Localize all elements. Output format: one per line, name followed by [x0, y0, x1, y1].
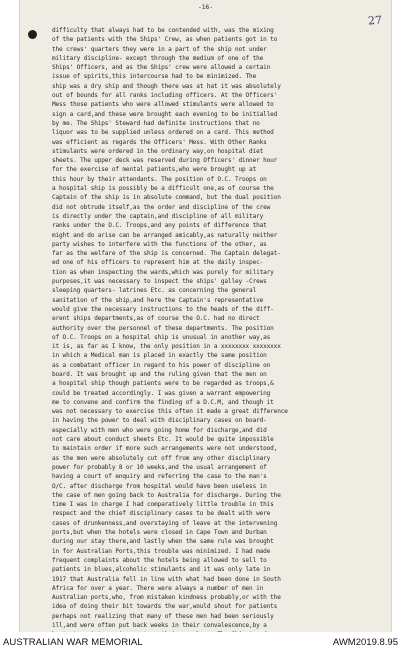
text-line: military discipline- except through the medium of one of the: [52, 54, 264, 62]
text-line: it is, as far as I know, the only position in a xxxxxxxx xxxxxxxx: [52, 343, 281, 351]
text-line: in having the power to deal with disciplinary cases on board-: [52, 417, 267, 425]
text-line: Mess those patients who were allowed stimulants were allowed to: [52, 101, 274, 109]
archive-footer: [0, 632, 402, 653]
text-line: sleeping quarters- latrines Etc. as concerning the general: [52, 287, 257, 295]
document-body: [52, 26, 392, 632]
text-line: a hospital ship though patients were to be regarded as troops,&: [52, 380, 274, 388]
text-line: in for Australian Ports,this trouble was minimized. I had made: [52, 547, 271, 555]
text-line: respect and the chief disciplinary cases to be dealt with were: [52, 510, 271, 518]
text-line: sign a card,and these were brought each evening to be initialled: [52, 110, 278, 118]
text-line: Ships' Officers, and as the Ships' crew were allowed a certain: [52, 64, 271, 72]
text-line: might and do arise can be arranged amicably,as naturally neither: [52, 231, 278, 239]
text-line: frequent complaints about the hotels being allowed to sell to: [52, 556, 267, 564]
text-line: as a combatant officer in regard to his power of discipline on: [52, 361, 271, 369]
text-line: idea of doing their bit towards the war,would shout for patients: [52, 603, 278, 611]
text-line: could be treated accordingly. I was given a warrant empowering: [52, 389, 271, 397]
text-line: far as the welfare of the ship is concerned. The Captain delegat-: [52, 250, 281, 258]
text-line: sheets. The upper deck was reserved during Officers' dinner hour: [52, 157, 278, 165]
text-line: power for probably 8 or 10 weeks,and the usual arrangement of: [52, 463, 267, 471]
text-line: this hour by their attendants. The position of O.C. Troops on: [52, 175, 267, 183]
text-line: Africa for over a year. There were always a number of men in: [52, 584, 264, 592]
text-line: authority over the personnel of these departments. The position: [52, 324, 274, 332]
text-line: of O.C. Troops on a hospital ship is unusual in another way,as: [52, 333, 271, 341]
text-line: the case of men going back to Australia for discharge. During the: [52, 491, 281, 499]
text-line: board. It was brought up and the ruling given that the men on: [52, 370, 267, 378]
punch-hole: [28, 30, 37, 39]
text-line: time I was in charge I had comparatively little trouble in this: [52, 501, 274, 509]
text-line: me to convene and confirm the finding of a D.C.M, and though it: [52, 398, 274, 406]
text-line: was efficient as regards the Officers' Mess. With Other Ranks: [52, 138, 267, 146]
text-line: ports,but when the hotels were closed in Cape Town and Durban: [52, 529, 267, 537]
text-line: patients in blues,alcoholic stimulants and it was only late in: [52, 566, 271, 574]
text-line: ed one of his officers to represent him at the daily inspec-: [52, 259, 264, 267]
text-line: ship was a dry ship and though there was at hat it was absolutely: [52, 82, 281, 90]
page-number: -16-: [198, 4, 213, 11]
text-line: during our stay there,and lastly when the same rule was brought: [52, 538, 274, 546]
folio-number: 27: [367, 13, 383, 28]
text-line: did not obtrude itself,as the order and discipline of the crew: [52, 203, 271, 211]
text-line: 1917 that Australia fell in line with what had been done in South: [52, 575, 281, 583]
text-line: out of bounds for all ranks including officers. At the Officers': [52, 92, 278, 100]
text-line: not care about conduct sheets Etc. It would be quite impossible: [52, 436, 274, 444]
accession-number: AWM2019.8.95: [332, 637, 398, 648]
text-line: ill,and were often put back weeks in their convalescence,by a: [52, 622, 267, 629]
text-line: party wishes to interfere with the functions of the other, as: [52, 240, 267, 248]
text-line: would give the necessary instructions to the heads of the diff-: [52, 305, 274, 313]
text-line: in which a Medical man is placed in exactly the same position: [52, 352, 267, 360]
text-line: ranks under the O.C. Troops,and any points of difference that: [52, 222, 267, 230]
text-line: having a court of enquiry and referring the case to the man's: [52, 473, 267, 481]
text-line: stimulants were ordered in the ordinary way,on hospital diet: [52, 147, 264, 155]
text-line: as the men were absolutely cut off from any other disciplinary: [52, 454, 271, 462]
text-line: perhaps not realizing that many of these men had been seriously: [52, 612, 274, 620]
institution-label: AUSTRALIAN WAR MEMORIAL: [3, 637, 143, 648]
text-line: difficulty that always had to be contended with, was the mixing: [52, 27, 274, 34]
typed-page: [19, 0, 392, 632]
text-line: liquor was to be supplied unless ordered on a card. This method: [52, 129, 274, 137]
text-line: Australian ports,who, from mistaken kindness probably,or with the: [52, 594, 281, 602]
text-line: issue of spirits,this intercourse had to be minimized. The: [52, 73, 257, 81]
text-line: to maintain order if more such arrangements were not understood,: [52, 445, 278, 453]
text-line: sanitation of the ship,and here the Captain's representative: [52, 296, 264, 304]
text-line: for the exercise of mental patients,who were brought up at: [52, 166, 257, 174]
text-line: especially with men who were going home for discharge,and did: [52, 426, 267, 434]
text-line: of the patients with the Ships' Crew, as when patients got in to: [52, 36, 278, 44]
text-line: a hospital ship is possibly be a difficult one,as of course the: [52, 185, 274, 193]
text-line: Captain of the ship is in absolute command, but the dual position: [52, 194, 281, 202]
text-line: is directly under the captain,and discipline of all military: [52, 212, 264, 220]
text-line: O/C. after discharge from hospital would have been useless in: [52, 482, 267, 490]
text-line: by me. The Ships' Steward had definite instructions that no: [52, 119, 260, 127]
text-line: cases of drunkenness,and overstaying of leave at the intervening: [52, 519, 278, 527]
text-line: tion as when inspecting the wards,which was purely for military: [52, 268, 274, 276]
text-line: was not necessary to exercise this often it made a great difference: [52, 408, 288, 416]
text-line: erent ships departments,as of course the O.C. had no direct: [52, 315, 260, 323]
text-line: the crews' quarters they were in a part of the ship not under: [52, 45, 267, 53]
text-line: purposes,it was necessary to inspect the ships' galley -Crews: [52, 278, 267, 286]
